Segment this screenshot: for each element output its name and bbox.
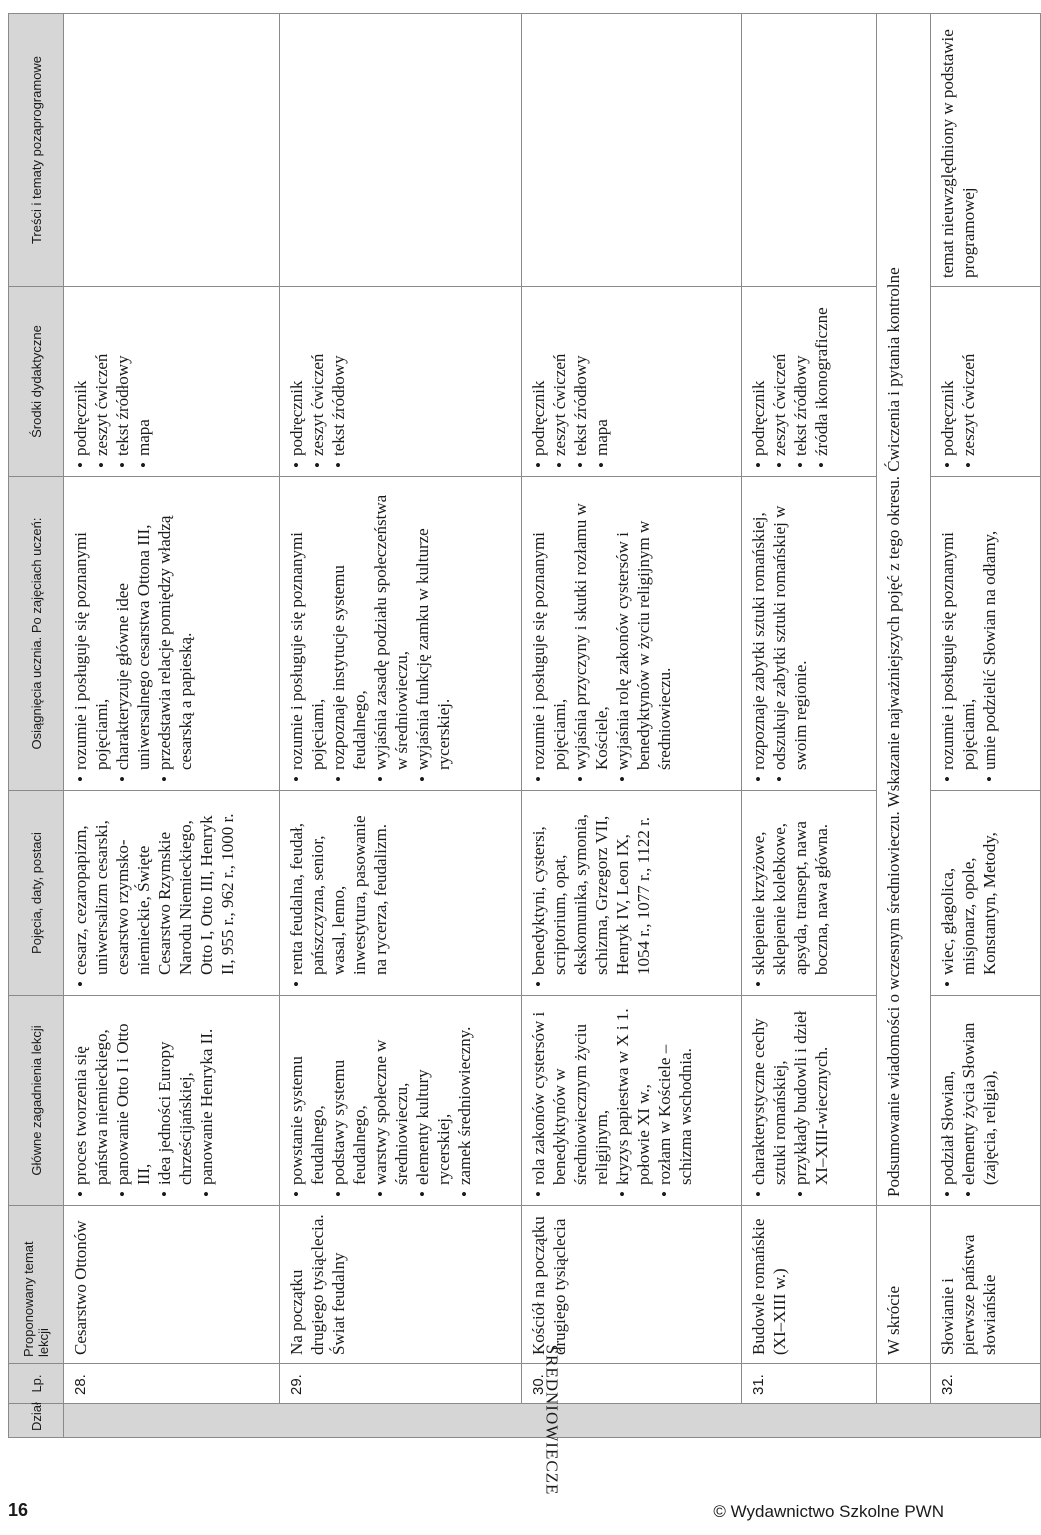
list-item: • wiec, głagolica, misjonarz, opole, Konstantyn, Metody,: [937, 799, 1000, 987]
table-row: [931, 14, 1041, 1438]
issues-list: [937, 1004, 1000, 1197]
header-dzial: Dział: [9, 1404, 64, 1438]
list-item: • zeszyt ćwiczeń: [91, 295, 112, 468]
lesson-number: 29.: [280, 1364, 522, 1404]
list-item: • benedyktyni, cystersi, scriptorium, opat, ekskomunika, symonia, schizma, Grzegorz VII, Henryk IV, Leon IX, 1054 r., 1077 r., 1122 r.: [528, 799, 654, 987]
list-item: • podręcznik: [70, 295, 91, 468]
list-item: • przykłady budowli i dzieł XI–XIII-wiecznych.: [790, 1004, 832, 1197]
achievements-list: [748, 485, 811, 782]
summary-text: Podsumowanie wiadomości o wczesnym średniowieczu. Wskazanie najważniejszych pojęć z tego okresu. Ćwiczenia i pytania kontrolne: [877, 14, 931, 1206]
list-item: • wyjaśnia funkcję zamku w kulturze rycerskiej.: [412, 485, 454, 782]
table-row: [742, 14, 877, 1438]
aids-list: [70, 295, 154, 468]
list-item: • tekst źródłowy: [790, 295, 811, 468]
list-item: • rozpoznaje zabytki sztuki romańskiej,: [748, 485, 769, 782]
list-item: • tekst źródłowy: [112, 295, 133, 468]
terms-cell: [931, 791, 1041, 996]
achievements-list: [528, 485, 675, 782]
list-item: • zamek średniowieczny.: [454, 1004, 475, 1197]
issues-cell: [742, 996, 877, 1206]
list-item: • źródła ikonograficzne: [811, 295, 832, 468]
issues-cell: [931, 996, 1041, 1206]
list-item: • idea jedności Europy chrześcijańskiej,: [154, 1004, 196, 1197]
list-item: • panowanie Otto I i Otto III,: [112, 1004, 154, 1197]
list-item: • rozumie i posługuje się poznanymi pojęciami,: [528, 485, 570, 782]
curriculum-table: [8, 13, 1041, 1496]
list-item: • rozłam w Kościele – schizma wschodnia.: [654, 1004, 696, 1197]
header-topic: Proponowany temat lekcji: [9, 1206, 64, 1364]
aids-list: [528, 295, 612, 468]
issues-cell: [522, 996, 742, 1206]
terms-cell: [742, 791, 877, 996]
list-item: • rozumie i posługuje się poznanymi pojęciami,: [937, 485, 979, 782]
aids-cell: [931, 287, 1041, 477]
aids-list: [748, 295, 832, 468]
summary-row: [877, 14, 931, 1438]
aids-list: [937, 295, 979, 468]
table-row: [64, 14, 280, 1438]
lesson-topic: Budowle romańskie (XI–XIII w.): [742, 1206, 877, 1364]
lesson-topic: Na początku drugiego tysiąclecia. Świat feudalny: [280, 1206, 522, 1364]
lesson-number: 31.: [742, 1364, 877, 1404]
list-item: • podręcznik: [937, 295, 958, 468]
header-lp: Lp.: [9, 1364, 64, 1404]
publisher-credit: © Wydawnictwo Szkolne PWN: [713, 1502, 944, 1521]
achievements-list: [937, 485, 1000, 782]
issues-list: [748, 1004, 832, 1197]
aids-cell: [64, 287, 280, 477]
terms-list: [528, 799, 654, 987]
lesson-topic: Cesarstwo Ottonów: [64, 1206, 280, 1364]
terms-cell: [64, 791, 280, 996]
summary-lp: [877, 1364, 931, 1404]
list-item: • wyjaśnia rolę zakonów cystersów i benedyktynów w życiu religijnym w średniowieczu.: [612, 485, 675, 782]
lesson-topic: Kościół na początku drugiego tysiąclecia: [522, 1206, 742, 1364]
list-item: • wyjaśnia przyczyny i skutki rozłamu w Kościele,: [570, 485, 612, 782]
header-achievements: Osiągnięcia ucznia. Po zajęciach uczeń:: [9, 477, 64, 791]
achievements-list: [70, 485, 196, 782]
list-item: • elementy życia Słowian (zajęcia, religia),: [958, 1004, 1000, 1197]
list-item: • tekst źródłowy: [570, 295, 591, 468]
list-item: • warstwy społeczne w średniowieczu,: [370, 1004, 412, 1197]
aids-cell: [522, 287, 742, 477]
aids-cell: [742, 287, 877, 477]
achievements-cell: [742, 477, 877, 791]
header-row: [9, 14, 64, 1438]
list-item: • sklepienie krzyżowe, sklepienie kolebkowe, apsyda, transept, nawa boczna, nawa główna.: [748, 799, 832, 987]
lesson-number: 32.: [931, 1364, 1041, 1404]
list-item: • rola zakonów cystersów i benedyktynów w średniowiecznym życiu religijnym,: [528, 1004, 612, 1197]
list-item: • umie podzielić Słowian na odłamy,: [979, 485, 1000, 782]
terms-cell: [280, 791, 522, 996]
lesson-number: 30.: [522, 1364, 742, 1404]
list-item: • cesarz, cezaropapizm, uniwersalizm cesarski, cesarstwo rzymsko-niemieckie, Święte Cesarstwo Rzymskie Narodu Niemieckiego, Otto I, Otto III, Henryk II, 955 r., 962 r., 1000 r.: [70, 799, 238, 987]
issues-list: [286, 1004, 475, 1197]
achievements-list: [286, 485, 454, 782]
list-item: • mapa: [591, 295, 612, 468]
lesson-number: 28.: [64, 1364, 280, 1404]
header-issues: Główne zagadnienia lekcji: [9, 996, 64, 1206]
list-item: • zeszyt ćwiczeń: [769, 295, 790, 468]
extra-content: [522, 14, 742, 287]
summary-topic: W skrócie: [877, 1206, 931, 1364]
list-item: • panowanie Henryka II.: [196, 1004, 217, 1197]
extra-content: temat nieuwzględniony w podstawie programowej: [931, 14, 1041, 287]
section-label: ŚREDNIOWIECZE: [542, 1345, 562, 1496]
achievements-cell: [64, 477, 280, 791]
list-item: • elementy kultury rycerskiej,: [412, 1004, 454, 1197]
list-item: • zeszyt ćwiczeń: [958, 295, 979, 468]
list-item: • renta feudalna, feudał, pańszczyzna, senior, wasal, lenno, inwestytura, pasowanie na rycerza, feudalizm.: [286, 799, 391, 987]
list-item: • proces tworzenia się państwa niemieckiego,: [70, 1004, 112, 1197]
list-item: • zeszyt ćwiczeń: [307, 295, 328, 468]
aids-list: [286, 295, 349, 468]
list-item: • podział Słowian,: [937, 1004, 958, 1197]
table-row: [522, 14, 742, 1438]
extra-content: [64, 14, 280, 287]
page-number: 16: [8, 1500, 29, 1520]
list-item: • powstanie systemu feudalnego,: [286, 1004, 328, 1197]
list-item: • rozpoznaje instytucje systemu feudalnego,: [328, 485, 370, 782]
list-item: • rozumie i posługuje się poznanymi pojęciami,: [286, 485, 328, 782]
issues-cell: [280, 996, 522, 1206]
extra-content: [280, 14, 522, 287]
list-item: • kryzys papiestwa w X i 1. połowie XI w.,: [612, 1004, 654, 1197]
achievements-cell: [931, 477, 1041, 791]
terms-cell: [522, 791, 742, 996]
list-item: • zeszyt ćwiczeń: [549, 295, 570, 468]
list-item: • charakteryzuje główne idee uniwersalnego cesarstwa Ottona III,: [112, 485, 154, 782]
issues-list: [528, 1004, 696, 1197]
list-item: • mapa: [133, 295, 154, 468]
list-item: • charakterystyczne cechy sztuki romańskiej,: [748, 1004, 790, 1197]
terms-list: [70, 799, 238, 987]
header-terms: Pojęcia, daty, postaci: [9, 791, 64, 996]
list-item: • podręcznik: [528, 295, 549, 468]
issues-cell: [64, 996, 280, 1206]
achievements-cell: [280, 477, 522, 791]
list-item: • podręcznik: [748, 295, 769, 468]
list-item: • rozumie i posługuje się poznanymi pojęciami,: [70, 485, 112, 782]
achievements-cell: [522, 477, 742, 791]
header-aids: Środki dydaktyczne: [9, 287, 64, 477]
terms-list: [286, 799, 391, 987]
list-item: • podstawy systemu feudalnego,: [328, 1004, 370, 1197]
list-item: • odszukuje zabytki sztuki romańskiej w swoim regionie.: [769, 485, 811, 782]
terms-list: [937, 799, 1000, 987]
table-row: [280, 14, 522, 1438]
issues-list: [70, 1004, 217, 1197]
extra-content: [742, 14, 877, 287]
lesson-topic: Słowianie i pierwsze państwa słowiańskie: [931, 1206, 1041, 1364]
header-extra: Treści i tematy pozaprogramowe: [9, 14, 64, 287]
list-item: • podręcznik: [286, 295, 307, 468]
list-item: • wyjaśnia zasadę podziału społeczeństwa w średniowieczu,: [370, 485, 412, 782]
terms-list: [748, 799, 832, 987]
aids-cell: [280, 287, 522, 477]
list-item: • przedstawia relacje pomiędzy władzą cesarską a papieską.: [154, 485, 196, 782]
list-item: • tekst źródłowy: [328, 295, 349, 468]
